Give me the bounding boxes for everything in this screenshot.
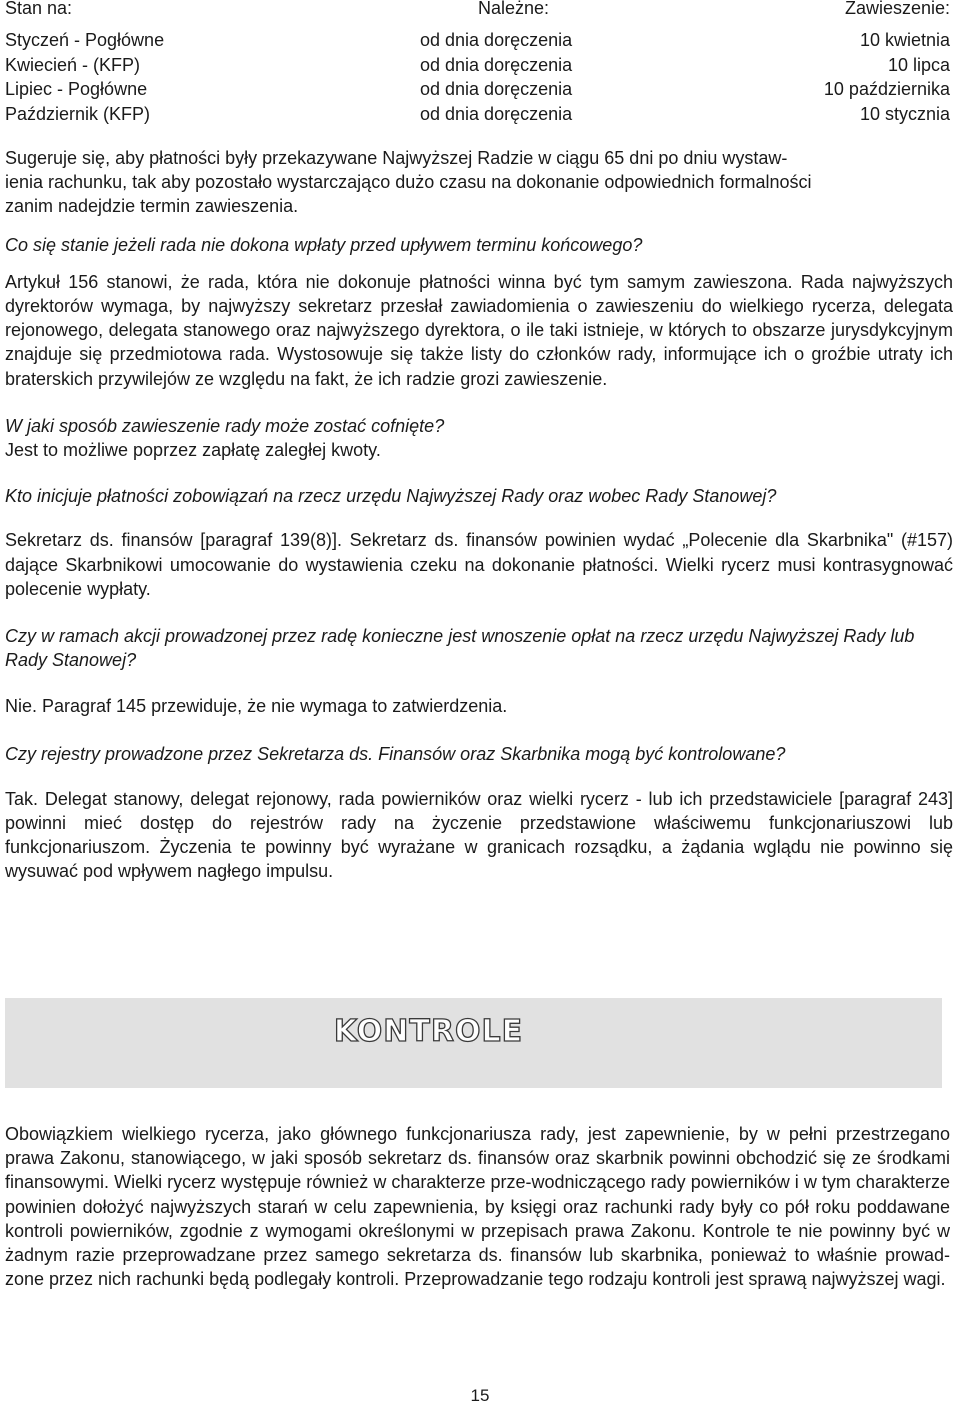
- row-due: od dnia doręczenia: [420, 79, 573, 99]
- table-row: [5, 77, 950, 102]
- table-row: [5, 53, 950, 78]
- question-fees: Czy w ramach akcji prowadzonej przez radę konieczne jest wnoszenie opłat na rzecz urzędu Najwyższej Rady lub Rady Stanowej?: [5, 626, 915, 671]
- row-due: od dnia doręczenia: [420, 30, 573, 50]
- row-period: Lipiec - Pogłówne: [5, 79, 148, 99]
- answer-records-audit: Tak. Delegat stanowy, delegat rejonowy, rada powierników oraz wielki rycerz - lub ich przedstawiciele [paragraf 243] powinni mieć dostęp do rejestrów rady na życzenie przedstawione właściwemu funkcjonariuszowi lub funkcjonariuszom. Życzenia te powinny być wyrażane w granicach rozsądku, a żądania wglądu nie powinno się wysuwać pod wpływem nagłego impulsu.: [5, 788, 953, 882]
- schedule-table: [5, 28, 953, 126]
- header-zawieszenie: Zawieszenie:: [844, 0, 950, 18]
- payment-suggestion-paragraph: [5, 146, 953, 219]
- kontrole-section: [5, 1122, 950, 1291]
- answer-payment-initiator: Sekretarz ds. finansów [paragraf 139(8)]. Sekretarz ds. finansów powinien wydać „Polecenie dla Skarbnika" (#157) dające Skarbnikowi umocowanie do wystawienia czeku na dokonanie płatności. Wielki rycerz musi kontrasygnować polecenie wypłaty.: [5, 530, 953, 599]
- answer-fees: Nie. Paragraf 145 przewiduje, że nie wymaga to zatwierdzenia.: [5, 696, 508, 717]
- question-records-audit: Czy rejestry prowadzone przez Sekretarza ds. Finansów oraz Skarbnika mogą być kontrolowane?: [5, 743, 786, 764]
- document-page: [5, 0, 953, 884]
- paragraph-line: Sugeruje się, aby płatności były przekazywane Najwyższej Radzie w ciągu 65 dni po dniu wystaw-: [5, 148, 788, 168]
- page-number: 15: [470, 1386, 490, 1405]
- answer-late-payment: Artykuł 156 stanowi, że rada, która nie dokonuje płatności winna być tym samym zawieszona. Rada najwyższych dyrektorów wymaga, by najwyższy sekretarz przesłał zawiadomienia o zawieszeniu do wielkiego rycerza, delegata rejonowego, delegata stanowego oraz najwyższego dyrektora, o ile taki istnieje, w których to obszarze jurysdykcyjnym znajduje się przedmiotowa rada. Wystosowuje się także listy do członków rady, informujące ich o groźbie utraty ich braterskich przywilejów ze względu na fakt, że ich radzie grozi zawieszenie.: [5, 271, 953, 389]
- row-due: od dnia doręczenia: [420, 54, 573, 75]
- row-suspension: 10 kwietnia: [859, 30, 950, 50]
- section-banner: [5, 998, 942, 1088]
- paragraph-line: ienia rachunku, tak aby pozostało wystarczająco dużo czasu na dokonanie odpowiednich formalności: [5, 172, 812, 193]
- header-nalezne: Należne:: [478, 0, 550, 18]
- table-row: [5, 102, 950, 127]
- table-row: [5, 28, 950, 53]
- row-period: Październik (KFP): [5, 103, 151, 124]
- row-period: Kwiecień - (KFP): [5, 54, 141, 75]
- answer-reinstatement: Jest to możliwe poprzez zapłatę zaległej kwoty.: [5, 440, 381, 461]
- row-suspension: 10 października: [823, 79, 950, 99]
- row-period: Styczeń - Pogłówne: [5, 30, 165, 50]
- question-payment-initiator: Kto inicjuje płatności zobowiązań na rzecz urzędu Najwyższej Rady oraz wobec Rady Stanowej?: [5, 486, 777, 507]
- question-late-payment: Co się stanie jeżeli rada nie dokona wpłaty przed upływem terminu końcowego?: [5, 234, 643, 255]
- row-suspension: 10 stycznia: [859, 103, 950, 124]
- header-stan-na: Stan na:: [5, 0, 73, 18]
- row-suspension: 10 lipca: [887, 54, 950, 75]
- question-reinstatement: W jaki sposób zawieszenie rady może zostać cofnięte?: [5, 415, 445, 436]
- row-due: od dnia doręczenia: [420, 103, 573, 124]
- section-title: KONTROLE: [333, 1014, 524, 1049]
- kontrole-paragraph: Obowiązkiem wielkiego rycerza, jako głównego funkcjonariusza rady, jest zapewnienie, by w pełni przestrzegano prawa Zakonu, stanowiącego, w jaki sposób sekretarz ds. finansów oraz skarbnik powinni obchodzić się ze środkami finansowymi. Wielki rycerz występuje również w charakterze prze-wodniczącego rady powierników i w tym charakterze powinien dołożyć najwyższych starań w celu zapewnienia, by księgi oraz rachunki rady były co pół roku poddawane kontroli powierników, zgodnie z wymogami określonymi w przepisach prawa Zakonu. Kontrole te nie powinny być w żadnym razie przeprowadzane przez samego sekretarza ds. finansów lub skarbnika, ponieważ to właśnie prowad-zone przez nich rachunki będą podlegały kontroli. Przeprowadzanie tego rodzaju kontroli jest sprawą najwyższej wagi.: [5, 1124, 950, 1290]
- schedule-header: [5, 0, 950, 26]
- paragraph-line: zanim nadejdzie termin zawieszenia.: [5, 196, 299, 217]
